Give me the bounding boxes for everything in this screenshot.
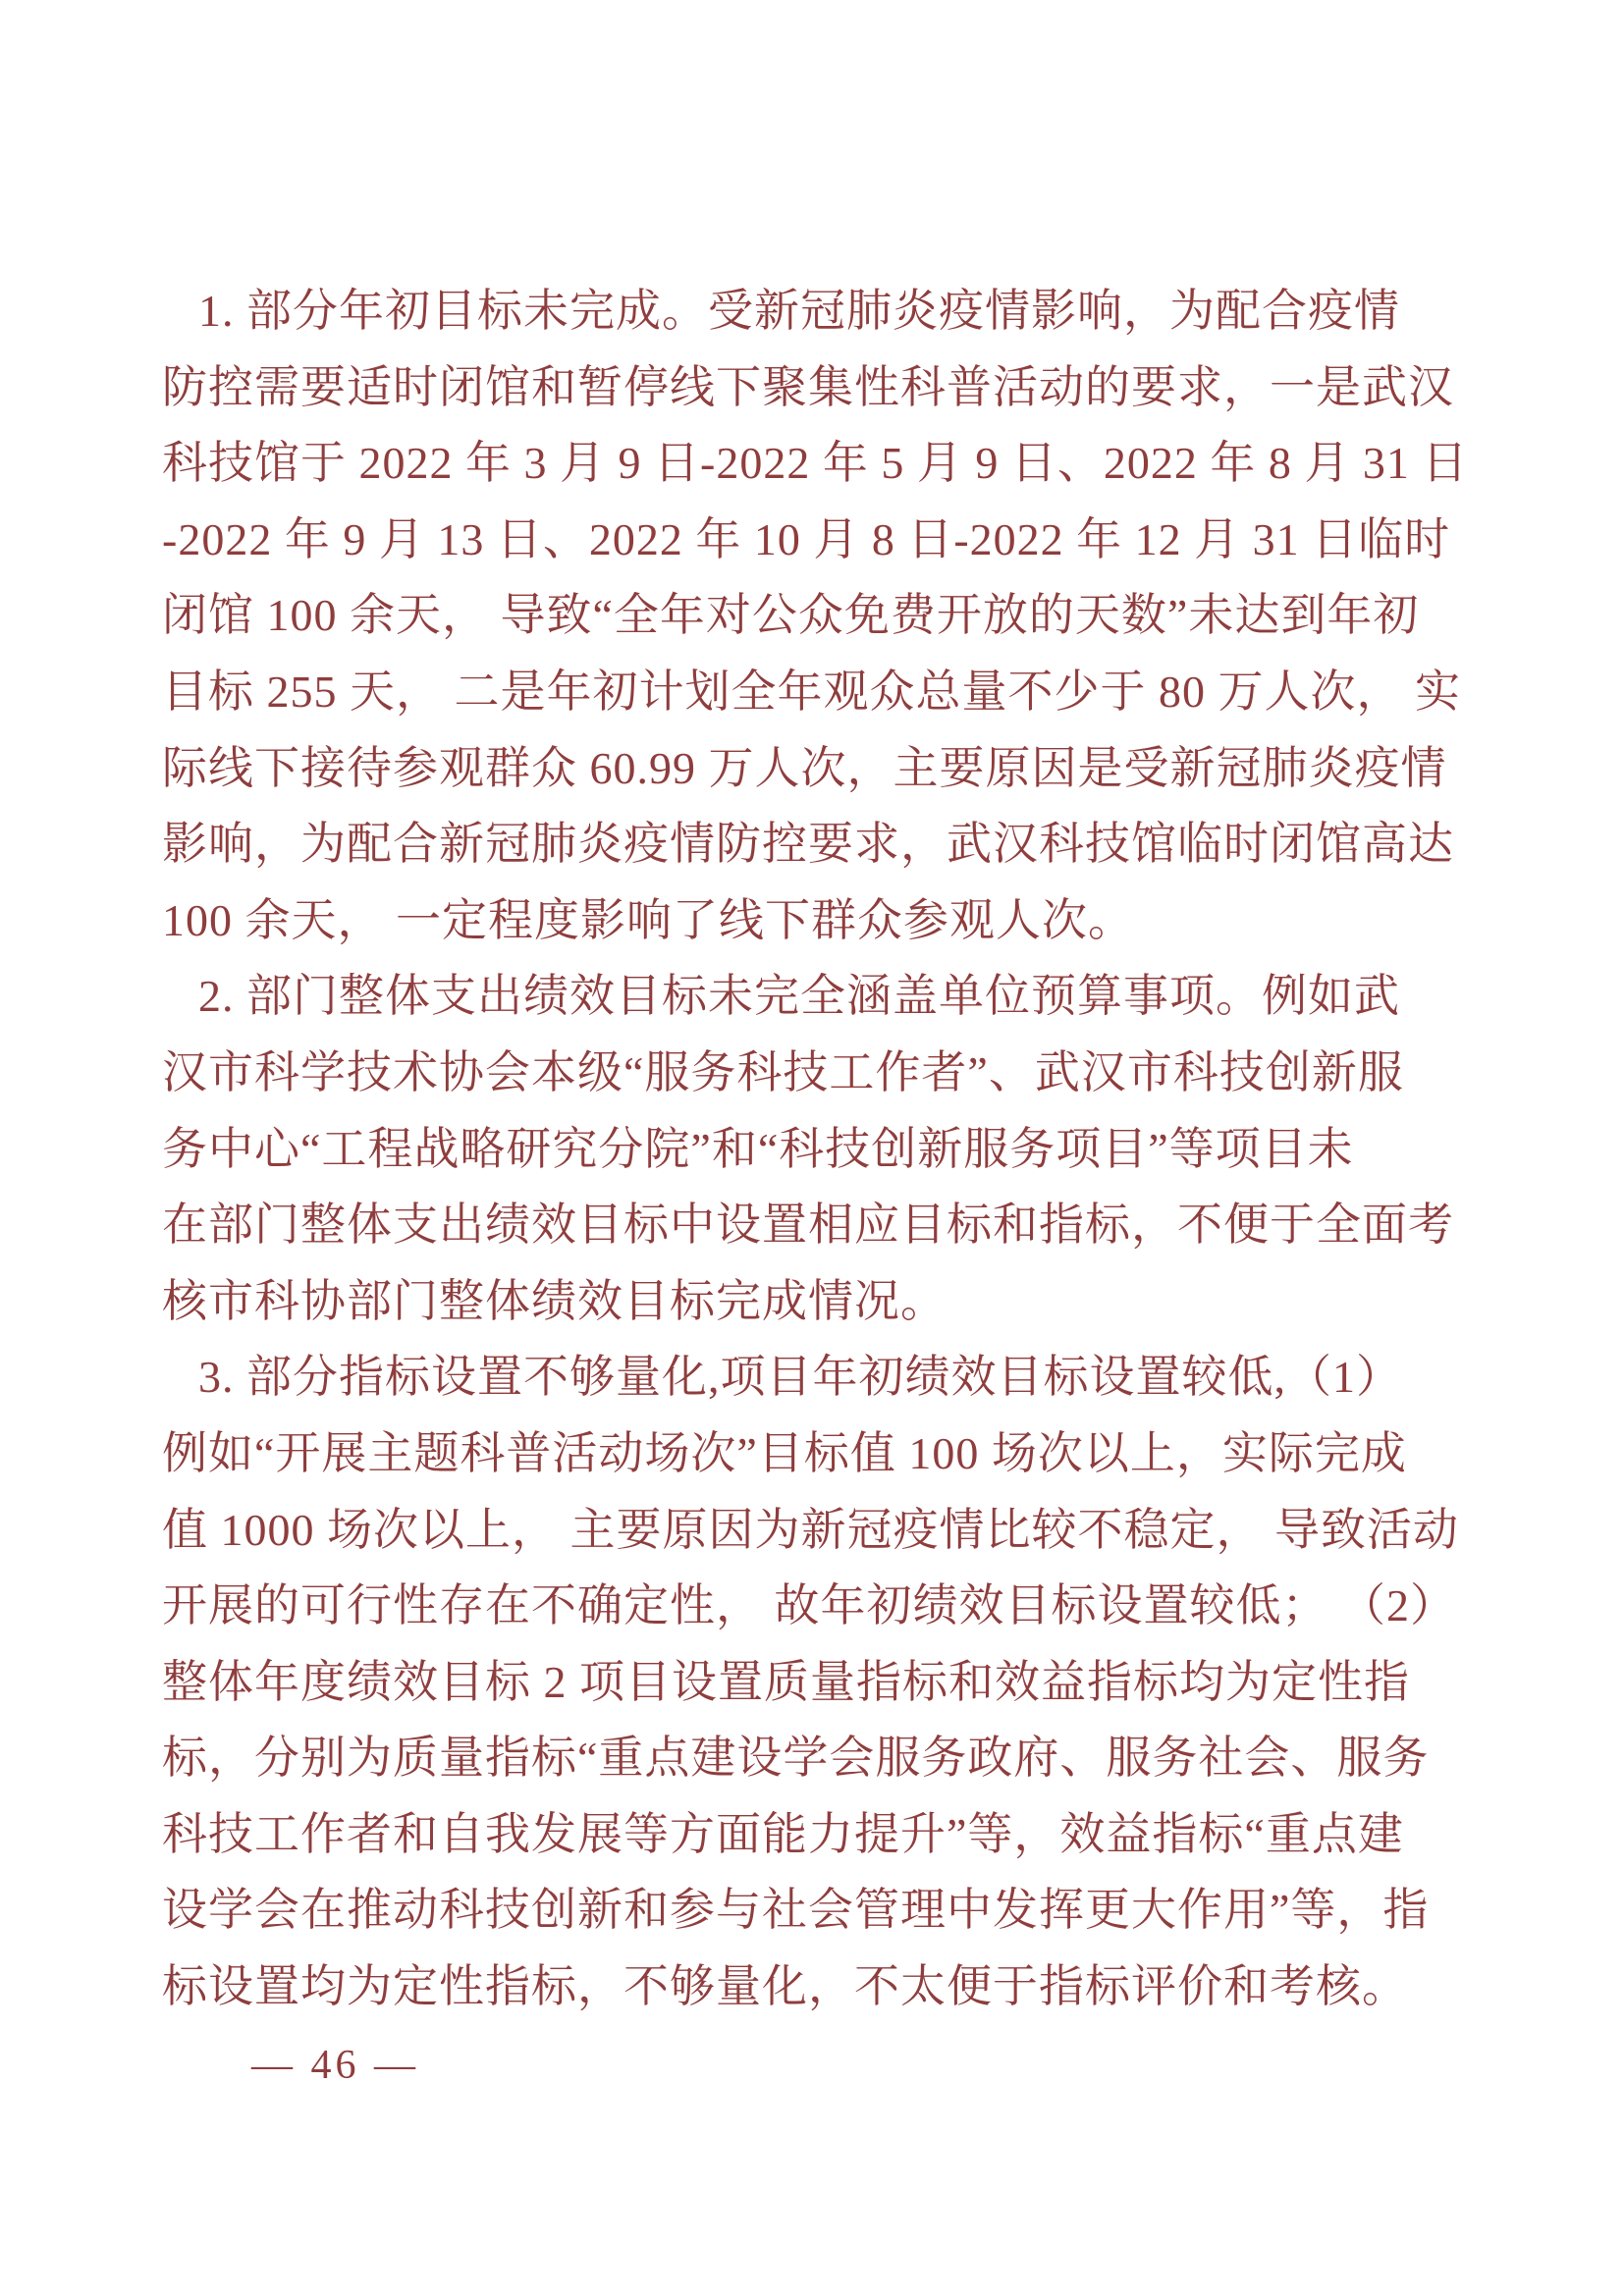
document-text-block (162, 273, 1470, 2025)
text-line: 2. 部门整体支出绩效目标未完全涵盖单位预算事项。例如武 (198, 971, 1400, 1022)
text-line: 际线下接待参观群众 60.99 万人次，主要原因是受新冠肺炎疫情 (162, 742, 1447, 793)
text-line: 务中心“工程战略研究分院”和“科技创新服务项目”等项目未 (162, 1123, 1354, 1174)
text-line: 3. 部分指标设置不够量化,项目年初绩效目标设置较低,（1） (198, 1352, 1402, 1403)
page-number: — 46 — (251, 2043, 419, 2088)
text-line: 防控需要适时闭馆和暂停线下聚集性科普活动的要求，一是武汉 (162, 361, 1454, 412)
text-line: 值 1000 场次以上， 主要原因为新冠疫情比较不稳定， 导致活动 (162, 1504, 1459, 1555)
text-line: 设学会在推动科技创新和参与社会管理中发挥更大作用”等，指 (162, 1885, 1430, 1936)
text-line: 核市科协部门整体绩效目标完成情况。 (162, 1275, 947, 1326)
paragraph-3 (162, 1339, 1470, 2024)
text-line: -2022 年 9 月 13 日、2022 年 10 月 8 日-2022 年 12 月 31 日临时 (162, 513, 1451, 564)
paragraph-1 (162, 273, 1470, 958)
paragraph-2 (162, 958, 1470, 1339)
text-line: 汉市科学技术协会本级“服务科技工作者”、武汉市科技创新服 (162, 1046, 1404, 1097)
text-line: 科技工作者和自我发展等方面能力提升”等，效益指标“重点建 (162, 1808, 1404, 1859)
text-line: 1. 部分年初目标未完成。受新冠肺炎疫情影响，为配合疫情 (198, 286, 1400, 336)
text-line: 影响，为配合新冠肺炎疫情防控要求，武汉科技馆临时闭馆高达 (162, 819, 1454, 870)
text-line: 100 余天， 一定程度影响了线下群众参观人次。 (162, 894, 1134, 945)
text-line: 科技馆于 2022 年 3 月 9 日-2022 年 5 月 9 日、2022 年 8 月 31 日 (162, 438, 1469, 489)
text-line: 目标 255 天， 二是年初计划全年观众总量不少于 80 万人次， 实 (162, 666, 1461, 717)
text-line: 标设置均为定性指标，不够量化，不太便于指标评价和考核。 (162, 1961, 1408, 2012)
text-line: 整体年度绩效目标 2 项目设置质量指标和效益指标均为定性指 (162, 1656, 1410, 1707)
text-line: 在部门整体支出绩效目标中设置相应目标和指标，不便于全面考 (162, 1200, 1454, 1251)
text-line: 标，分别为质量指标“重点建设学会服务政府、服务社会、服务 (162, 1733, 1430, 1784)
text-line: 开展的可行性存在不确定性， 故年初绩效目标设置较低； （2） (162, 1580, 1456, 1631)
text-line: 闭馆 100 余天， 导致“全年对公众免费开放的天数”未达到年初 (162, 590, 1420, 641)
text-line: 例如“开展主题科普活动场次”目标值 100 场次以上，实际完成 (162, 1427, 1407, 1478)
